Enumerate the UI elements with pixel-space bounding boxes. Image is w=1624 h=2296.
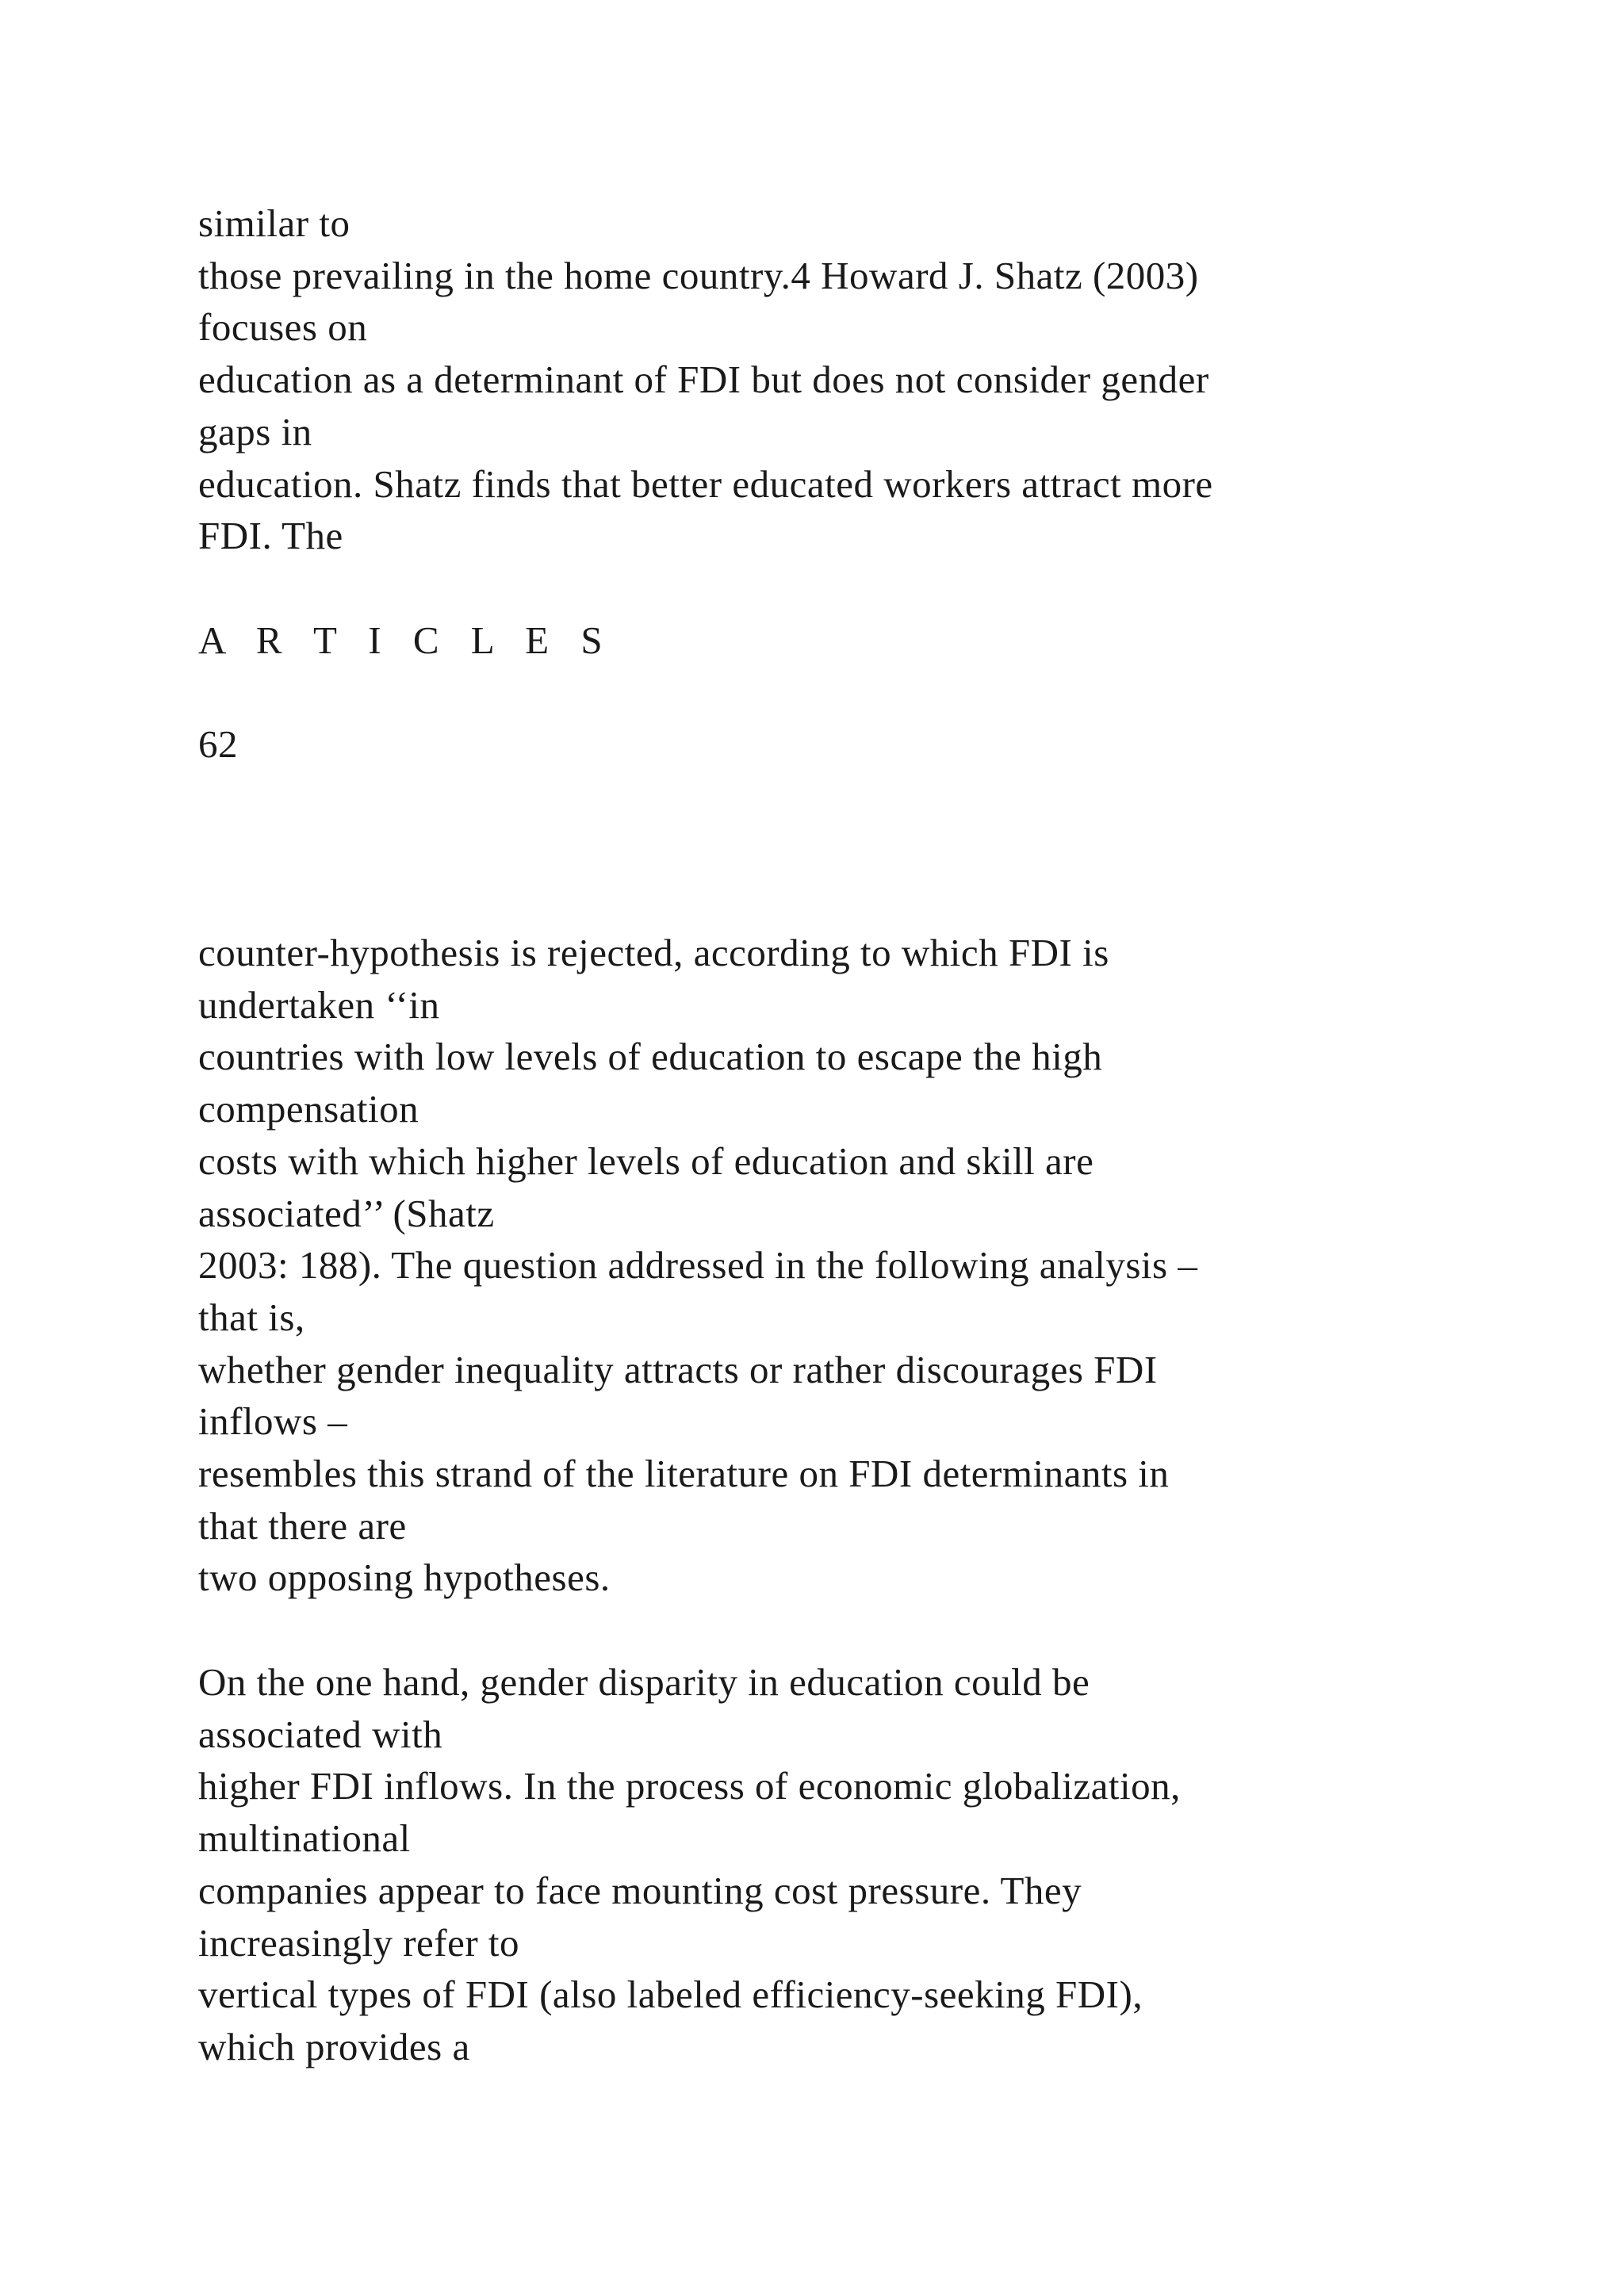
text-line: associated’’ (Shatz [198, 1191, 495, 1235]
text-line: inflows – [198, 1399, 348, 1444]
text-line: which provides a [198, 2024, 470, 2068]
text-line: counter-hypothesis is rejected, according to which FDI is [198, 931, 1109, 974]
paragraph-bottom [198, 1656, 1181, 2073]
section-label: A R T I C L E S [198, 618, 614, 662]
text-line: those prevailing in the home country.4 Howard J. Shatz (2003) [198, 253, 1199, 297]
text-line: education as a determinant of FDI but does not consider gender [198, 358, 1209, 402]
text-line: multinational [198, 1816, 411, 1861]
text-line: that is, [198, 1295, 305, 1339]
page-number: 62 [198, 722, 238, 766]
text-line: compensation [198, 1087, 419, 1131]
text-line: On the one hand, gender disparity in education could be [198, 1660, 1090, 1704]
text-line: whether gender inequality attracts or rather discourages FDI [198, 1347, 1158, 1391]
text-line: similar to [198, 201, 350, 245]
text-line: companies appear to face mounting cost pressure. They [198, 1868, 1082, 1912]
text-line: education. Shatz finds that better educated workers attract more [198, 461, 1213, 506]
text-line: two opposing hypotheses. [198, 1556, 611, 1600]
text-line: FDI. The [198, 514, 343, 558]
text-line: gaps in [198, 409, 312, 453]
text-line: associated with [198, 1712, 443, 1756]
text-line: costs with which higher levels of education and skill are [198, 1138, 1094, 1183]
text-line: that there are [198, 1503, 407, 1548]
text-line: 2003: 188). The question addressed in the following analysis – [198, 1243, 1198, 1288]
paragraph-middle [198, 927, 1197, 1604]
text-line: increasingly refer to [198, 1920, 520, 1965]
text-line: focuses on [198, 305, 368, 350]
text-line: undertaken ‘‘in [198, 982, 440, 1027]
text-line: resembles this strand of the literature on FDI determinants in [198, 1452, 1170, 1496]
text-line: vertical types of FDI (also labeled efficiency-seeking FDI), [198, 1973, 1143, 2017]
text-line: higher FDI inflows. In the process of economic globalization, [198, 1764, 1181, 1808]
page-number-block [198, 718, 238, 771]
paragraph-top [198, 197, 1213, 562]
section-label-block [198, 614, 614, 667]
text-line: countries with low levels of education to escape the high [198, 1035, 1103, 1079]
